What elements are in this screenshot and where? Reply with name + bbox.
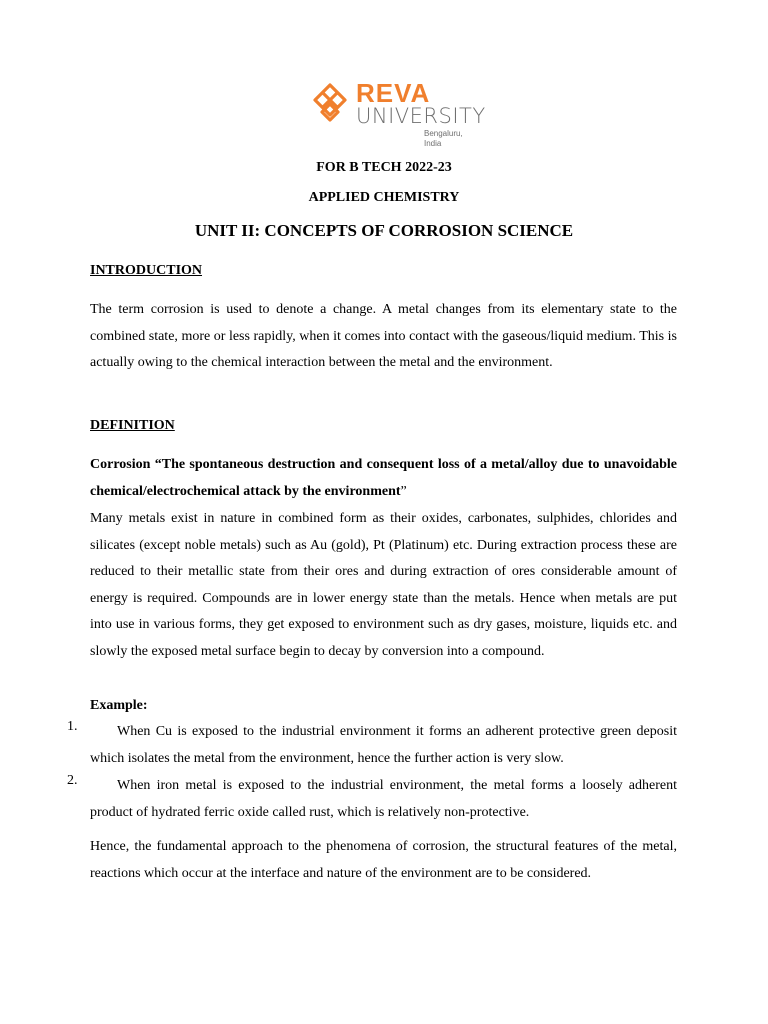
definition-heading: DEFINITION	[90, 418, 175, 433]
subject-line: APPLIED CHEMISTRY	[308, 190, 460, 205]
logo-location-text: Bengaluru, India	[424, 129, 463, 148]
conclusion-paragraph: Hence, the fundamental approach to the phenomena of corrosion, the structural features of the metal, reactions which occur at the interface and nature of the environment are to be considered.	[90, 839, 677, 881]
introduction-paragraph: The term corrosion is used to denote a change. A metal changes from its elementary state to the combined state, more or less rapidly, when it comes into contact with the gaseous/liquid medium. This is actually owing to the chemical interaction between the metal and the environment.	[90, 302, 677, 370]
example-item: When iron metal is exposed to the industrial environment, the metal forms a loosely adherent product of hydrated ferric oxide called rust, which is relatively non-protective.	[90, 778, 677, 820]
endless-knot-icon	[312, 82, 348, 126]
logo-subbrand-text: UNIVERSITY	[356, 104, 486, 128]
example-number: 1.	[67, 719, 78, 734]
course-line: FOR B TECH 2022-23	[316, 160, 452, 175]
introduction-heading: INTRODUCTION	[90, 263, 203, 278]
logo-brand-text: REVA	[356, 78, 431, 108]
definition-statement	[90, 452, 677, 505]
definition-paragraph: Many metals exist in nature in combined form as their oxides, carbonates, sulphides, chlorides and silicates (except noble metals) such as Au (gold), Pt (Platinum) etc. During extraction process these are reduced to their metallic state from their ores and during extraction of ores considerable amount of energy is required. Compounds are in lower energy state than the metals. Hence when metals are put into use in various forms, they get exposed to environment such as dry gases, moisture, liquids etc. and slowly the exposed metal surface begin to decay by conversion into a compound.	[90, 511, 677, 659]
definition-closing-quote: ”	[400, 483, 407, 499]
definition-bold-text: Corrosion “The spontaneous destruction and consequent loss of a metal/alloy due to unavoidable chemical/electrochemical attack by the environment	[90, 457, 677, 499]
example-number: 2.	[67, 773, 78, 788]
example-item: When Cu is exposed to the industrial environment it forms an adherent protective green deposit which isolates the metal from the environment, hence the further action is very slow.	[90, 724, 677, 766]
example-label: Example:	[90, 698, 148, 713]
page-title: UNIT II: CONCEPTS OF CORROSION SCIENCE	[194, 221, 574, 240]
reva-university-logo	[312, 78, 486, 148]
